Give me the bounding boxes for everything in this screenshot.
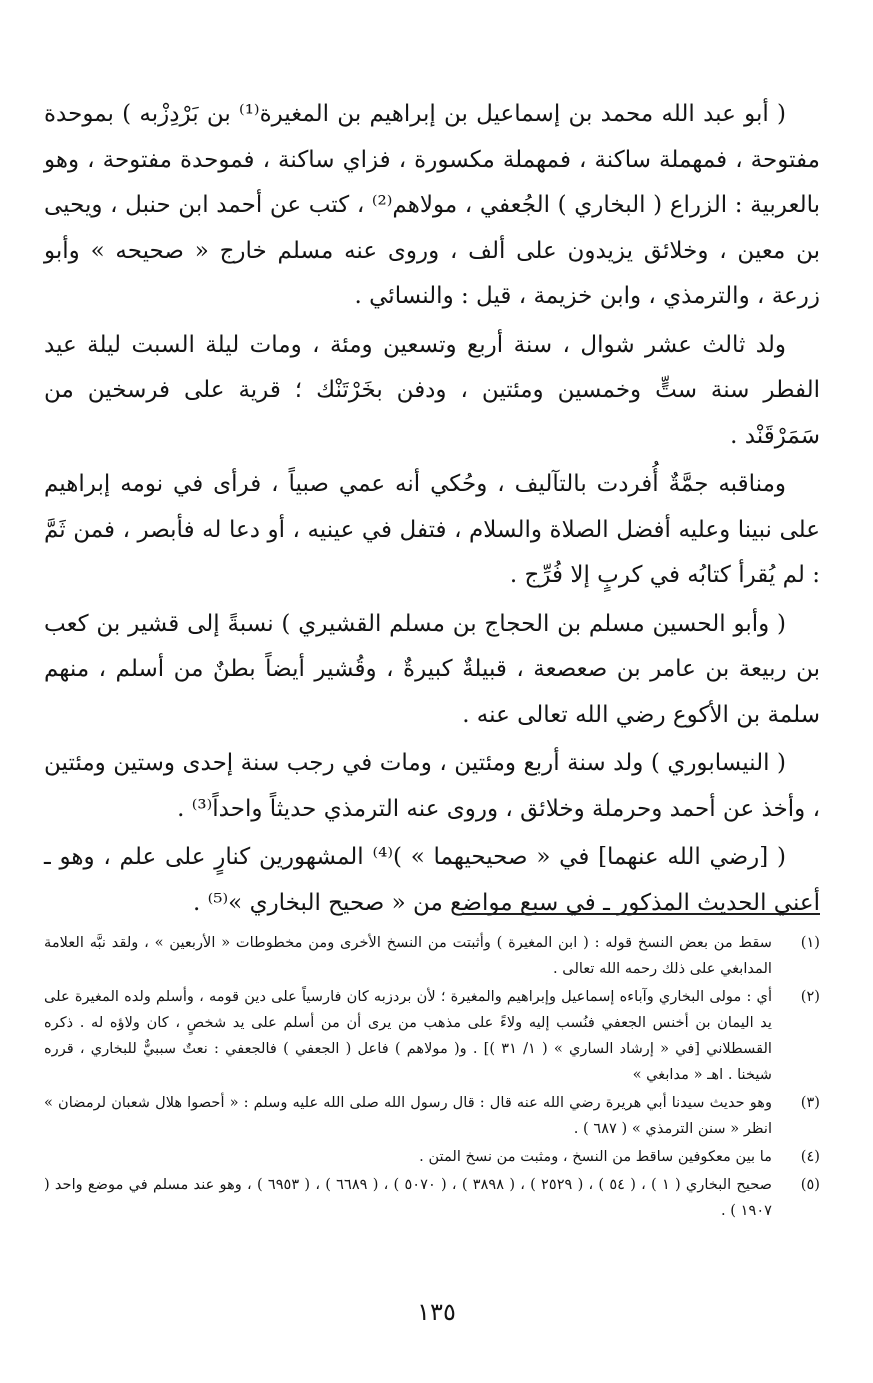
footnote-text: ما بين معكوفين ساقط من النسخ ، ومثبت من نسخ المتن . (419, 1148, 772, 1165)
footnote-item (44, 1172, 820, 1224)
footnote-item (44, 984, 820, 1088)
footnote-item (44, 1144, 820, 1170)
footnote-number: (٣) (800, 1094, 820, 1111)
footnote-number: (١) (800, 934, 820, 951)
body-text (44, 92, 820, 926)
footnote-text: سقط من بعض النسخ قوله : ( ابن المغيرة ) وأثبتت من النسخ الأخرى ومن مخطوطات « الأربعين » ، ولقد نبَّه العلامة المدابغي على ذلك رحمه الله تعالى . (44, 934, 772, 977)
footnote-text: صحيح البخاري ( ١ ) ، ( ٥٤ ) ، ( ٢٥٢٩ ) ، ( ٣٨٩٨ ) ، ( ٥٠٧٠ ) ، ( ٦٦٨٩ ) ، ( ٦٩٥٣ ) ، وهو عند مسلم في موضع واحد ( ١٩٠٧ ) . (44, 1176, 773, 1219)
footnote-number: (٥) (800, 1176, 820, 1193)
paragraph-muslim-name: ( وأبو الحسين مسلم بن الحجاج بن مسلم القشيري ) نسبةً إلى قشير بن كعب بن ربيعة بن عامر بن صعصعة ، قبيلةٌ كبيرةٌ ، وقُشير أيضاً بطنٌ من أسلم ، منهم سلمة بن الأكوع رضي الله تعالى عنه . (44, 610, 820, 728)
footnote-number: (٢) (800, 988, 820, 1005)
footnote-divider (462, 913, 820, 915)
paragraph-sahihain: ( [رضي الله عنهما] في « صحيحيهما » )⁽⁴⁾ المشهورين كنارٍ على علم ، وهو ـ أعني الحديث المذكور ـ في سبع مواضع من « صحيح البخاري »⁽⁵⁾ . (44, 844, 820, 916)
paragraph-bukhari-virtues: ومناقبه جمَّةٌ أُفردت بالتآليف ، وحُكي أنه عمي صبياً ، فرأى في نومه إبراهيم على نبينا وعليه أفضل الصلاة والسلام ، فتفل في عينيه ، أو دعا له فأبصر ، فمن ثَمَّ : لم يُقرأ كتابُه في كربٍ إلا فُرِّج . (44, 471, 820, 588)
main-text-block (44, 92, 820, 929)
footnote-item (44, 1090, 820, 1142)
footnote-text: وهو حديث سيدنا أبي هريرة رضي الله عنه قال : قال رسول الله صلى الله عليه وسلم : « أحصوا هلال شعبان لرمضان » انظر « سنن الترمذي » ( ٦٨٧ ) . (44, 1094, 772, 1137)
footnotes-section (44, 930, 820, 1226)
paragraph-bukhari-birth: ولد ثالث عشر شوال ، سنة أربع وتسعين ومئة ، ومات ليلة السبت ليلة عيد الفطر سنة ستٍّ وخمسين ومئتين ، ودفن بخَرْتَنْك ؛ قرية على فرسخين من سَمَرْقَنْد . (44, 331, 820, 449)
footnote-text: أي : مولى البخاري وآباءه إسماعيل وإبراهيم والمغيرة ؛ لأن بردزبه كان فارسياً على دين قومه ، وأسلم ولده المغيرة على يد اليمان بن أخنس الجعفي فنُسب إليه ولاءً على مذهب من يرى أن من أسلم على يد شخصٍ ، كان ولاؤه له . ذكره القسطلاني [في « إرشاد الساري » ( ١/ ٣١ )] . و( مولاهم ) فاعل ( الجعفي ) فالجعفي : نعتٌ سببيٌّ للبخاري ، قرره شيخنا . اهـ « مدابغي » (44, 988, 772, 1083)
footnote-number: (٤) (800, 1148, 820, 1165)
paragraph-muslim-birth: ( النيسابوري ) ولد سنة أربع ومئتين ، ومات في رجب سنة إحدى وستين ومئتين ، وأخذ عن أحمد وحرملة وخلائق ، وروى عنه الترمذي حديثاً واحداً⁽³⁾ . (44, 750, 820, 822)
paragraph-bukhari-name: ( أبو عبد الله محمد بن إسماعيل بن إبراهيم بن المغيرة⁽¹⁾ بن بَرْدِزْبه ) بموحدة مفتوحة ، فمهملة ساكنة ، فمهملة مكسورة ، فزاي ساكنة ، فموحدة مفتوحة ، وهو بالعربية : الزراع ( البخاري ) الجُعفي ، مولاهم⁽²⁾ ، كتب عن أحمد ابن حنبل ، ويحيى بن معين ، وخلائق يزيدون على ألف ، وروى عنه مسلم خارج « صحيحه » وأبو زرعة ، والترمذي ، وابن خزيمة ، قيل : والنسائي . (44, 101, 820, 309)
page-number: ١٣٥ (417, 1298, 456, 1326)
footnote-item (44, 930, 820, 982)
